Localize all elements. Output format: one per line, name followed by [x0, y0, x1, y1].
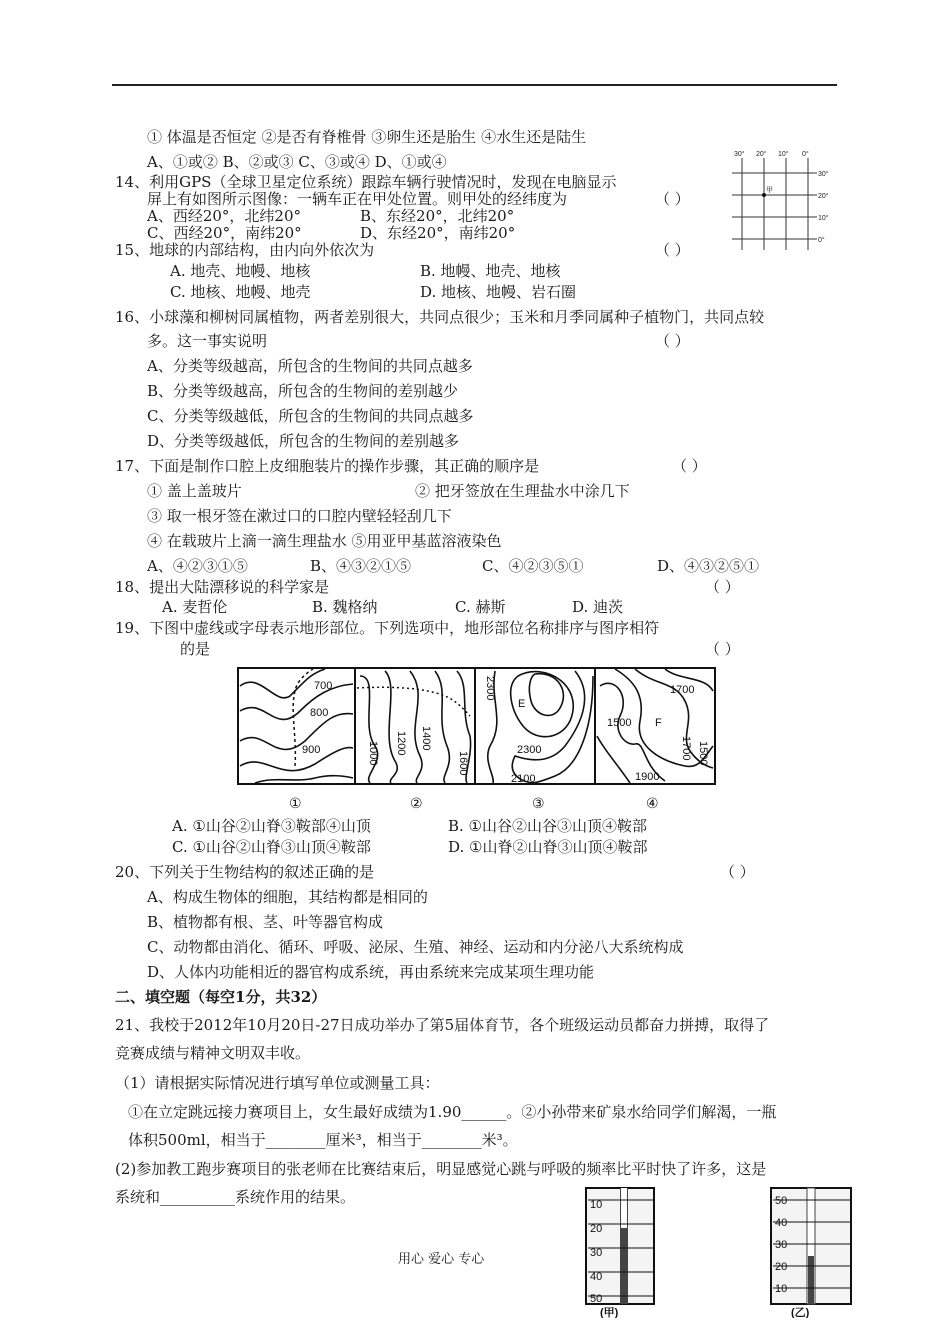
q15-option-c: C. 地核、地幔、地壳	[170, 283, 311, 301]
gps-grid-figure	[725, 146, 840, 254]
yi-tick: 20	[775, 1261, 788, 1273]
panel4-contour-label: 1500	[607, 717, 632, 729]
panel2-contour-label: 1200	[395, 731, 407, 756]
panel4-contour-label: 1700	[670, 684, 695, 696]
panel-label-2: ②	[410, 795, 423, 811]
panel4-point-f: F	[655, 717, 662, 729]
q18-stem: 18、提出大陆漂移说的科学家是	[115, 578, 330, 596]
q21-sub1-line1: ①在立定跳远接力赛项目上，女生最好成绩为1.90______。②小孙带来矿泉水给同学们解渴，一瓶	[128, 1103, 777, 1121]
header-rule	[112, 84, 837, 86]
page-footer: 用心 爱心 专心	[398, 1252, 485, 1267]
q20-answer-paren: （ ）	[720, 863, 755, 881]
q19-stem-line2: 的是	[180, 640, 211, 658]
grid-right-label: 0°	[818, 237, 825, 244]
q18-option-d: D. 迪茨	[572, 598, 624, 616]
yi-tick: 10	[775, 1283, 788, 1295]
q16-option-d: D、分类等级越低，所包含的生物间的差别越多	[147, 432, 460, 450]
q15-stem: 15、地球的内部结构，由内向外依次为	[115, 241, 375, 259]
panel3-contour-label: 2100	[511, 773, 536, 785]
q20-option-b: B、植物都有根、茎、叶等器官构成	[147, 913, 384, 931]
panel4-contour-label: 1900	[635, 771, 660, 783]
q20-option-a: A、构成生物体的细胞，其结构都是相同的	[147, 888, 428, 906]
thermometer-jia-figure	[578, 1186, 663, 1318]
q21-sub2-line1: (2)参加教工跑步赛项目的张老师在比赛结束后，明显感觉心跳与呼吸的频率比平时快了许多，这是	[115, 1160, 767, 1178]
q13-options: A、①或② B、②或③ C、③或④ D、①或④	[147, 153, 447, 171]
yi-tick: 40	[775, 1217, 788, 1229]
point-jia-label: 甲	[766, 187, 773, 194]
q14-option-d: D、东经20°，南纬20°	[360, 224, 516, 242]
q15-answer-paren: （ ）	[655, 241, 690, 259]
q21-stem-line2: 竞赛成绩与精神文明双丰收。	[115, 1044, 311, 1062]
panel1-contour-label: 800	[310, 707, 329, 719]
q20-option-c: C、动物都由消化、循环、呼吸、泌尿、生殖、神经、运动和内分泌八大系统构成	[147, 938, 684, 956]
q19-option-a: A. ①山谷②山脊③鞍部④山顶	[172, 817, 371, 835]
q19-stem-line1: 19、下图中虚线或字母表示地形部位。下列选项中，地形部位名称排序与图序相符	[115, 619, 660, 637]
q20-stem: 20、下列关于生物结构的叙述正确的是	[115, 863, 375, 881]
grid-right-label: 20°	[818, 193, 829, 200]
q15-option-a: A. 地壳、地幔、地核	[170, 262, 311, 280]
panel-label-3: ③	[532, 795, 545, 811]
q17-step-1: ① 盖上盖玻片	[147, 482, 242, 500]
panel2-contour-label: 1400	[420, 726, 432, 751]
q17-step-4-5: ④ 在载玻片上滴一滴生理盐水 ⑤用亚甲基蓝溶液染色	[147, 532, 502, 550]
q13-criteria: ① 体温是否恒定 ②是否有脊椎骨 ③卵生还是胎生 ④水生还是陆生	[147, 128, 587, 146]
q16-option-b: B、分类等级越高，所包含的生物间的差别越少	[147, 382, 459, 400]
panel2-dashed-line	[357, 687, 470, 716]
grid-right-label: 30°	[818, 171, 829, 178]
q19-option-c: C. ①山谷②山脊③山顶④鞍部	[172, 838, 371, 856]
q14-stem-line1: 14、利用GPS（全球卫星定位系统）跟踪车辆行驶情况时，发现在电脑显示	[115, 173, 617, 191]
q14-option-b: B、东经20°，北纬20°	[360, 207, 515, 225]
q16-stem-line2: 多。这一事实说明	[147, 332, 268, 350]
q14-option-a: A、西经20°，北纬20°	[147, 207, 302, 225]
jia-caption: (甲)	[600, 1307, 619, 1318]
jia-tick: 30	[590, 1247, 603, 1259]
q16-answer-paren: （ ）	[655, 332, 690, 350]
panel2-contour-label: 1000	[367, 741, 379, 766]
q14-stem-line2: 屏上有如图所示图像：一辆车正在甲处位置。则甲处的经纬度为	[147, 190, 568, 208]
q17-option-c: C、④②③⑤①	[482, 557, 584, 575]
q17-option-a: A、④②③①⑤	[147, 557, 248, 575]
q21-stem-line1: 21、我校于2012年10月20日-27日成功举办了第5届体育节，各个班级运动员都奋力拼搏，取得了	[115, 1016, 770, 1034]
panel-label-4: ④	[646, 795, 659, 811]
q16-stem-line1: 16、小球藻和柳树同属植物，两者差别很大，共同点很少；玉米和月季同属种子植物门，共同点较	[115, 308, 765, 326]
panel2-contour-label: 1600	[457, 751, 469, 776]
q18-option-c: C. 赫斯	[455, 598, 506, 616]
jia-tick: 20	[590, 1223, 603, 1235]
q18-option-a: A. 麦哲伦	[162, 598, 228, 616]
panel4-contour-label: 1500	[697, 741, 709, 766]
section-2-title: 二、填空题（每空1分，共32）	[115, 988, 327, 1006]
jia-tick: 40	[590, 1271, 603, 1283]
panel-label-1: ①	[289, 795, 302, 811]
panel1-contour-label: 900	[302, 744, 321, 756]
yi-tick: 30	[775, 1239, 788, 1251]
grid-right-label: 10°	[818, 215, 829, 222]
thermometer-yi-figure	[763, 1186, 858, 1318]
grid-top-label: 0°	[802, 151, 809, 158]
q15-option-d: D. 地核、地幔、岩石圈	[420, 283, 577, 301]
q19-answer-paren: （ ）	[705, 640, 740, 658]
q17-option-d: D、④③②⑤①	[657, 557, 760, 575]
q16-option-c: C、分类等级越低，所包含的生物间的共同点越多	[147, 407, 474, 425]
panel3-point-e: E	[518, 698, 526, 710]
grid-top-label: 10°	[778, 151, 789, 158]
q17-step-2: ② 把牙签放在生理盐水中涂几下	[415, 482, 630, 500]
jia-tick: 50	[590, 1293, 603, 1305]
q19-option-b: B. ①山谷②山谷③山顶④鞍部	[448, 817, 648, 835]
q16-option-a: A、分类等级越高，所包含的生物间的共同点越多	[147, 357, 473, 375]
grid-top-label: 20°	[756, 151, 767, 158]
q18-answer-paren: （ ）	[705, 578, 740, 596]
q21-sub1-title: （1）请根据实际情况进行填写单位或测量工具：	[115, 1074, 440, 1092]
q21-sub2-line2: 系统和__________系统作用的结果。	[115, 1188, 356, 1206]
panel3-contour-label: 2300	[484, 676, 496, 701]
q18-option-b: B. 魏格纳	[312, 598, 378, 616]
panel3-contour-label: 2300	[517, 744, 542, 756]
panel4-contour-label: 1700	[680, 736, 692, 761]
q14-answer-paren: （ ）	[655, 190, 690, 208]
q17-answer-paren: （ ）	[672, 457, 707, 475]
q17-stem: 17、下面是制作口腔上皮细胞装片的操作步骤，其正确的顺序是	[115, 457, 540, 475]
q20-option-d: D、人体内功能相近的器官构成系统，再由系统来完成某项生理功能	[147, 963, 595, 981]
contour-map-figure	[235, 666, 720, 816]
yi-caption: (乙)	[791, 1307, 810, 1318]
q15-option-b: B. 地幔、地壳、地核	[420, 262, 561, 280]
q17-step-3: ③ 取一根牙签在漱过口的口腔内壁轻轻刮几下	[147, 507, 452, 525]
jia-tick: 10	[590, 1199, 603, 1211]
grid-top-label: 30°	[734, 151, 745, 158]
q14-option-c: C、西经20°，南纬20°	[147, 224, 302, 242]
yi-tick: 50	[775, 1195, 788, 1207]
panel1-contour-label: 700	[314, 680, 333, 692]
q17-option-b: B、④③②①⑤	[310, 557, 412, 575]
q19-option-d: D. ①山脊②山脊③山顶④鞍部	[448, 838, 648, 856]
q21-sub1-line2: 体积500ml，相当于________厘米³，相当于________米³。	[128, 1131, 518, 1149]
